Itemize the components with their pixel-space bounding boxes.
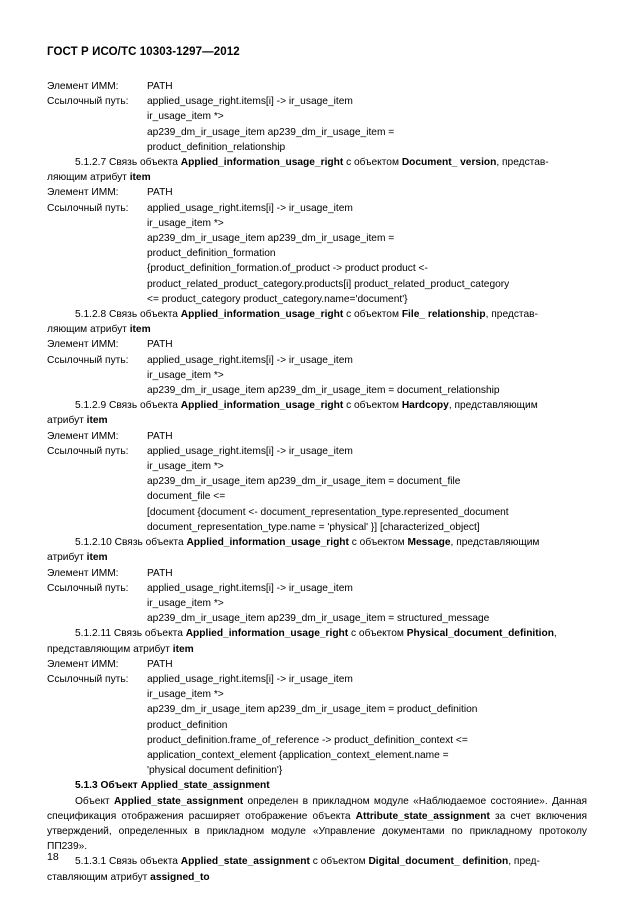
mapping-row-imm: Элемент ИММ: PATH <box>47 339 173 351</box>
document-body <box>47 79 587 885</box>
path-line: 'physical document definition'} <box>147 765 283 777</box>
section-heading-5-1-2-9: 5.1.2.9 Связь объекта Applied_information_usage_right с объектом Hardcopy, представляющим <box>75 400 538 412</box>
path-line: ap239_dm_ir_usage_item ap239_dm_ir_usage_item = structured_message <box>147 613 490 625</box>
path-line: [document {document <- document_representation_type.represented_document <box>147 506 509 518</box>
section-heading-cont: ставляющим атрибут assigned_to <box>47 871 210 883</box>
page-number: 18 <box>47 851 59 863</box>
path-line: ap239_dm_ir_usage_item ap239_dm_ir_usage_item = <box>147 233 395 245</box>
path-line: ap239_dm_ir_usage_item ap239_dm_ir_usage_item = product_definition <box>147 704 478 716</box>
section-heading-cont: ляющим атрибут item <box>47 172 151 184</box>
path-line: <= product_category product_category.name='document'} <box>147 293 408 305</box>
section-heading-cont: представляющим атрибут item <box>47 643 194 655</box>
path-line: ap239_dm_ir_usage_item ap239_dm_ir_usage_item = <box>147 126 395 138</box>
path-line: ir_usage_item *> <box>147 461 224 473</box>
mapping-row-path: Ссылочный путь: applied_usage_right.items[i] -> ir_usage_item <box>47 445 353 457</box>
path-label: Ссылочный путь: <box>47 96 129 108</box>
section-heading-cont: атрибут item <box>47 415 108 427</box>
mapping-row-path: Ссылочный путь: applied_usage_right.items[i] -> ir_usage_item <box>47 354 353 366</box>
imm-label: Элемент ИММ: <box>47 81 119 92</box>
section-heading-5-1-3-1: 5.1.3.1 Связь объекта Applied_state_assignment с объектом Digital_document_ definition, пред- <box>75 856 540 868</box>
section-heading-5-1-3: 5.1.3 Объект Applied_state_assignment <box>75 780 270 792</box>
mapping-row-imm: Элемент ИММ: PATH <box>47 430 173 442</box>
path-line: applied_usage_right.items[i] -> ir_usage_item <box>147 96 353 108</box>
path-line: product_definition.frame_of_reference -> product_definition_context <= <box>147 734 468 746</box>
path-line: ir_usage_item *> <box>147 597 224 609</box>
imm-value: PATH <box>147 81 173 92</box>
path-line: ir_usage_item *> <box>147 369 224 381</box>
path-line: {product_definition_formation.of_product -> product product <- <box>147 263 428 275</box>
mapping-row-path: Ссылочный путь: applied_usage_right.items[i] -> ir_usage_item <box>47 582 353 594</box>
mapping-row-imm <box>47 79 587 94</box>
path-line: product_definition_relationship <box>147 141 286 153</box>
path-line: document_representation_type.name = 'physical' }] [characterized_object] <box>147 521 480 533</box>
mapping-row-imm: Элемент ИММ: PATH <box>47 658 173 670</box>
mapping-row-imm: Элемент ИММ: PATH <box>47 567 173 579</box>
path-line: ap239_dm_ir_usage_item ap239_dm_ir_usage_item = document_relationship <box>147 385 500 397</box>
section-heading-cont: атрибут item <box>47 552 108 564</box>
mapping-row-imm: Элемент ИММ: PATH <box>47 187 173 199</box>
mapping-row-path <box>47 94 587 109</box>
section-heading-cont: ляющим атрибут item <box>47 324 151 336</box>
path-line: document_file <= <box>147 491 226 503</box>
path-line: product_definition_formation <box>147 248 276 260</box>
path-line: application_context_element {application_context_element.name = <box>147 749 449 761</box>
path-line: ir_usage_item *> <box>147 217 224 229</box>
mapping-row-path: Ссылочный путь: applied_usage_right.items[i] -> ir_usage_item <box>47 202 353 214</box>
path-line: product_definition <box>147 719 228 731</box>
document-header: ГОСТ Р ИСО/ТС 10303-1297—2012 <box>47 46 240 58</box>
path-line: product_related_product_category.products[i] product_related_product_category <box>147 278 510 290</box>
section-heading-5-1-2-10: 5.1.2.10 Связь объекта Applied_information_usage_right с объектом Message, представляющим <box>75 537 540 549</box>
section-heading-5-1-2-11: 5.1.2.11 Связь объекта Applied_information_usage_right с объектом Physical_document_definition, <box>75 628 557 640</box>
path-line: ir_usage_item *> <box>147 689 224 701</box>
path-line: ir_usage_item *> <box>147 111 224 123</box>
section-heading-5-1-2-8: 5.1.2.8 Связь объекта Applied_information_usage_right с объектом File_ relationship, представ- <box>75 309 538 321</box>
mapping-row-path: Ссылочный путь: applied_usage_right.items[i] -> ir_usage_item <box>47 673 353 685</box>
section-heading-5-1-2-7: 5.1.2.7 Связь объекта Applied_information_usage_right с объектом Document_ version, представ- <box>75 157 549 169</box>
path-line: ap239_dm_ir_usage_item ap239_dm_ir_usage_item = document_file <box>147 476 461 488</box>
section-paragraph-5-1-3: Объект Applied_state_assignment определен в прикладном модуле «Наблюдаемое состояние». Данная спецификация отображения расширяет отображение объекта Attribute_state_assignment за счет включения утверждений, определенных в прикладном модуле «Управление документами по прикладному протоколу ПП239». <box>47 795 588 853</box>
